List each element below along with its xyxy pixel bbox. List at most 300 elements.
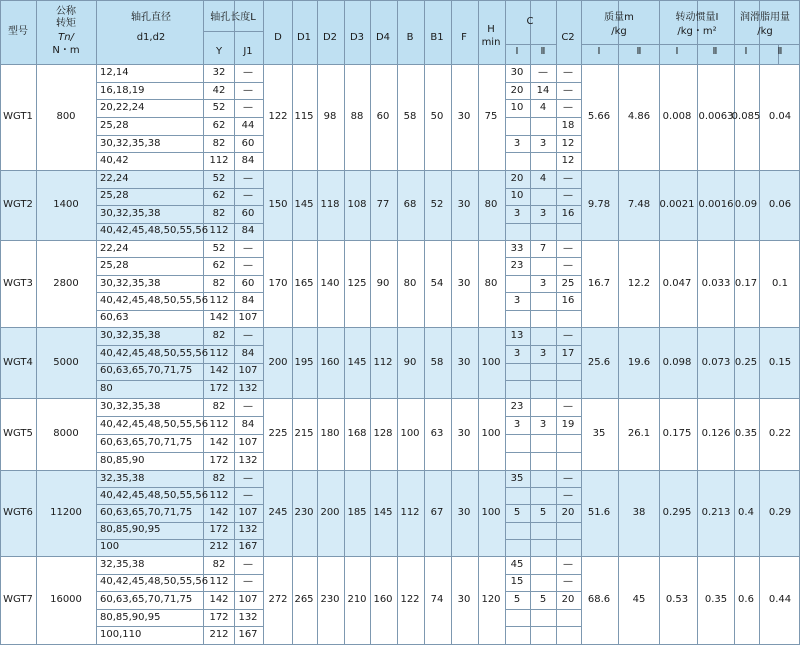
value-inertia-i: 0.047 [662,277,692,289]
value-mass-i: 5.66 [587,111,611,122]
length-y-cell: 82 [212,137,226,149]
col-divider [203,0,204,644]
value-d3: 125 [347,277,367,289]
col-divider [451,0,452,644]
row-divider [96,591,263,592]
length-j-cell: — [243,489,253,501]
group-divider [0,556,800,557]
length-y-cell: 142 [209,507,229,518]
c2-cell: 20 [561,594,575,605]
value-grease-ii: 0.04 [768,111,792,122]
col-inertia-header-2: /kg・m² [677,26,717,37]
value-d1: 230 [294,507,314,518]
value-inertia-ii: 0.033 [701,277,731,289]
value-b1: 67 [430,507,444,518]
length-j-cell: 107 [238,594,258,605]
row-divider [505,539,581,540]
value-d1: 195 [294,356,314,368]
col-inertia-II-header: Ⅱ [712,46,718,57]
col-length-j-header: J1 [243,46,253,57]
c-ii-cell: 3 [539,277,547,289]
length-j-cell: — [243,242,253,254]
row-divider [505,363,581,364]
col-mass-header-2: /kg [611,26,627,37]
c-i-cell: 10 [510,102,524,114]
row-divider [96,223,263,224]
row-divider [96,345,263,346]
value-h: 80 [484,277,498,289]
value-f: 30 [457,356,471,368]
row-divider [96,275,263,276]
group-divider [0,327,800,328]
torque-cell: 1400 [53,199,79,210]
value-h: 100 [481,507,501,518]
value-inertia-ii: 0.073 [701,356,731,368]
col-divider [344,0,345,644]
col-F-header: F [461,32,467,43]
c-i-cell: 23 [510,260,524,272]
col-torque-header-4: N・m [52,45,80,56]
value-inertia-i: 0.008 [662,111,692,122]
row-divider [96,152,263,153]
length-j-cell: — [243,329,253,341]
length-j-cell: 60 [241,277,255,289]
group-divider [0,470,800,471]
col-divider [397,0,398,644]
row-divider [96,487,263,488]
row-divider [96,292,263,293]
col-H-header-2: min [481,37,501,48]
row-divider [505,205,581,206]
row-divider [96,310,263,311]
col-divider [234,0,235,644]
value-grease-i: 0.17 [734,277,758,289]
bore-cell: 60,63,65,70,71,75 [100,594,193,605]
length-y-cell: 82 [212,401,226,412]
length-j-cell: — [243,558,253,570]
c-ii-cell: 3 [539,347,547,359]
value-inertia-ii: 0.213 [701,507,731,518]
c-i-cell: 23 [510,401,524,412]
row-divider [96,135,263,136]
c-i-cell: 35 [510,472,524,484]
row-divider [96,99,263,100]
c-i-cell: 3 [513,294,521,306]
row-divider [505,223,581,224]
col-torque-header-3: Tn/ [58,32,74,43]
value-b1: 54 [430,277,444,289]
row-divider [96,626,263,627]
row-divider [96,609,263,610]
row-divider [505,434,581,435]
bore-cell: 100,110 [100,629,142,641]
value-d: 225 [268,428,288,439]
c2-cell: — [563,576,573,588]
value-b1: 52 [430,199,444,210]
value-mass-i: 35 [592,428,606,439]
row-divider [505,292,581,293]
value-mass-ii: 7.48 [627,199,651,210]
value-grease-i: 0.6 [738,594,754,605]
value-h: 120 [481,594,501,605]
col-inertia-I-header: Ⅰ [675,46,679,57]
value-b: 90 [403,356,417,368]
bore-cell: 30,32,35,38 [100,207,161,219]
c2-cell: 20 [561,507,575,518]
model-cell: WGT2 [3,199,33,210]
value-b: 112 [400,507,420,518]
row-divider [96,452,263,453]
c2-cell: 12 [561,137,575,149]
value-mass-ii: 19.6 [627,356,651,368]
model-cell: WGT6 [3,507,33,518]
value-b: 80 [403,277,417,289]
value-mass-ii: 26.1 [627,428,651,439]
bore-cell: 60,63 [100,312,129,324]
length-y-cell: 172 [209,524,229,536]
row-divider [96,539,263,540]
length-y-cell: 52 [212,172,226,184]
col-divider [618,0,619,644]
value-d4: 128 [373,428,393,439]
length-y-cell: 142 [209,312,229,324]
col-divider [263,0,264,644]
col-D1-header: D1 [296,32,312,43]
bore-cell: 40,42,45,48,50,55,56 [100,225,209,237]
length-j-cell: 167 [238,629,258,641]
value-d2: 118 [320,199,340,210]
value-d: 200 [268,356,288,368]
row-divider [505,452,581,453]
c-i-cell: 45 [510,558,524,570]
row-divider [505,591,581,592]
c-ii-cell: 3 [539,419,547,430]
col-D-header: D [274,32,282,43]
bore-cell: 80,85,90,95 [100,524,161,536]
length-y-cell: 112 [209,225,229,237]
length-y-cell: 172 [209,383,229,395]
bore-cell: 22,24 [100,242,129,254]
length-y-cell: 142 [209,437,229,448]
length-y-cell: 62 [212,260,226,272]
length-y-cell: 172 [209,611,229,623]
group-divider [0,398,800,399]
value-d2: 140 [320,277,340,289]
length-y-cell: 142 [209,365,229,377]
bore-cell: 40,42,45,48,50,55,56 [100,489,209,501]
value-inertia-i: 0.0021 [659,199,695,210]
model-cell: WGT7 [3,594,33,605]
model-cell: WGT4 [3,356,33,368]
length-y-cell: 112 [209,155,229,167]
bore-cell: 30,32,35,38 [100,137,161,149]
length-y-cell: 52 [212,102,226,114]
value-f: 30 [457,428,471,439]
c2-cell: 16 [561,294,575,306]
value-b: 58 [403,111,417,122]
c2-cell: — [563,329,573,341]
bore-cell: 16,18,19 [100,84,145,96]
length-y-cell: 212 [209,541,229,553]
row-divider [96,117,263,118]
length-j-cell: 167 [238,541,258,553]
table-top-border [0,0,800,1]
c2-cell: 19 [561,419,575,430]
length-j-cell: — [243,172,253,184]
length-j-cell: — [243,84,253,96]
c-i-cell: 3 [513,347,521,359]
col-divider [530,0,531,644]
bore-cell: 25,28 [100,190,129,202]
length-j-cell: — [243,401,253,412]
c-ii-cell: 3 [539,207,547,219]
value-mass-i: 25.6 [587,356,611,368]
bore-cell: 20,22,24 [100,102,145,114]
length-y-cell: 82 [212,207,226,219]
length-j-cell: — [243,260,253,272]
bore-cell: 22,24 [100,172,129,184]
row-divider [505,117,581,118]
row-divider [96,434,263,435]
row-divider [505,574,581,575]
c2-cell: — [563,102,573,114]
bore-cell: 25,28 [100,260,129,272]
bore-cell: 25,28 [100,119,129,131]
c-i-cell: 3 [513,137,521,149]
length-j-cell: — [243,102,253,114]
col-mass-header-1: 质量m [604,12,634,23]
value-d1: 215 [294,428,314,439]
col-C-header: C [526,16,534,27]
length-j-cell: — [243,190,253,202]
row-divider [505,522,581,523]
col-B1-header: B1 [430,32,444,43]
value-d2: 160 [320,356,340,368]
value-f: 30 [457,507,471,518]
col-mass-I-header: Ⅰ [597,46,601,57]
c-i-cell: 3 [513,419,521,430]
length-j-cell: — [243,576,253,588]
model-cell: WGT5 [3,428,33,439]
value-inertia-i: 0.53 [665,594,689,605]
length-j-cell: 107 [238,365,258,377]
c-i-cell: 13 [510,329,524,341]
length-y-cell: 172 [209,455,229,466]
value-grease-i: 0.4 [738,507,754,518]
row-divider [96,82,263,83]
length-j-cell: 84 [241,225,255,237]
c-i-cell: 10 [510,190,524,202]
c-ii-cell: 4 [539,102,547,114]
col-divider [581,0,582,644]
length-y-cell: 52 [212,242,226,254]
value-d3: 185 [347,507,367,518]
group-divider [0,644,800,645]
value-mass-ii: 38 [632,507,646,518]
value-d3: 210 [347,594,367,605]
c-i-cell: 33 [510,242,524,254]
col-divider [556,0,557,644]
row-divider [96,522,263,523]
bore-cell: 30,32,35,38 [100,277,161,289]
bore-cell: 30,32,35,38 [100,401,161,412]
col-divider [478,0,479,644]
value-inertia-i: 0.098 [662,356,692,368]
length-j-cell: 84 [241,347,255,359]
col-grease-header-2: /kg [757,26,773,37]
length-y-cell: 82 [212,472,226,484]
c-i-cell: 30 [510,66,524,78]
length-j-cell: 132 [238,611,258,623]
c2-cell: — [563,66,573,78]
value-f: 30 [457,277,471,289]
col-divider [759,0,760,644]
value-b: 68 [403,199,417,210]
value-mass-i: 9.78 [587,199,611,210]
row-divider [505,82,581,83]
c2-cell: 16 [561,207,575,219]
col-D2-header: D2 [322,32,338,43]
length-j-cell: — [243,66,253,78]
value-d3: 145 [347,356,367,368]
value-inertia-ii: 0.0016 [698,199,734,210]
value-mass-i: 51.6 [587,507,611,518]
value-d3: 168 [347,428,367,439]
c-i-cell: 5 [513,594,521,605]
value-d: 150 [268,199,288,210]
value-grease-ii: 0.15 [768,356,792,368]
value-d4: 60 [376,111,390,122]
length-j-cell: — [243,472,253,484]
col-bore-header-2: d1,d2 [136,32,166,43]
col-bore-header-1: 轴孔直径 [131,12,171,23]
length-y-cell: 112 [209,347,229,359]
c-ii-cell: 14 [536,84,550,96]
c2-cell: 17 [561,347,575,359]
value-d4: 77 [376,199,390,210]
length-j-cell: 84 [241,294,255,306]
col-mass-II-header: Ⅱ [636,46,642,57]
col-torque-header-1: 公称 [56,6,76,17]
torque-cell: 8000 [53,428,79,439]
col-grease-II-header: Ⅱ [777,46,783,57]
c-ii-cell: 3 [539,137,547,149]
length-j-cell: 132 [238,455,258,466]
length-y-cell: 112 [209,576,229,588]
col-D3-header: D3 [349,32,365,43]
bore-cell: 80,85,90 [100,455,145,466]
c2-cell: 12 [561,155,575,167]
value-mass-ii: 45 [632,594,646,605]
length-j-cell: 132 [238,524,258,536]
row-divider [505,609,581,610]
col-C-I-header: Ⅰ [515,46,519,57]
c-i-cell: 3 [513,207,521,219]
col-divider [505,0,506,644]
row-divider [505,626,581,627]
c2-cell: — [563,190,573,202]
c-ii-cell: 4 [539,172,547,184]
value-inertia-ii: 0.0063 [698,111,734,122]
col-C2-header: C2 [561,32,575,43]
torque-cell: 2800 [53,277,79,289]
length-y-cell: 112 [209,419,229,430]
length-y-cell: 142 [209,594,229,605]
value-d3: 108 [347,199,367,210]
c2-cell: — [563,260,573,272]
row-divider [505,152,581,153]
c-i-cell: 20 [510,84,524,96]
col-C-II-header: Ⅱ [540,46,546,57]
row-divider [505,416,581,417]
length-j-cell: 44 [241,119,255,131]
row-divider [96,380,263,381]
value-grease-i: 0.085 [731,111,761,122]
bore-cell: 32,35,38 [100,558,145,570]
value-d2: 230 [320,594,340,605]
value-mass-ii: 4.86 [627,111,651,122]
c-ii-cell: 5 [539,507,547,518]
value-d2: 180 [320,428,340,439]
value-d3: 88 [350,111,364,122]
col-divider [370,0,371,644]
c2-cell: — [563,401,573,412]
length-j-cell: 84 [241,155,255,167]
row-divider [96,188,263,189]
value-grease-ii: 0.29 [768,507,792,518]
bore-cell: 60,63,65,70,71,75 [100,365,193,377]
col-divider [697,0,698,644]
row-divider [96,574,263,575]
value-inertia-ii: 0.126 [701,428,731,439]
value-d4: 145 [373,507,393,518]
col-D4-header: D4 [375,32,391,43]
value-d2: 98 [323,111,337,122]
value-d4: 160 [373,594,393,605]
value-d1: 145 [294,199,314,210]
row-divider [505,188,581,189]
bore-cell: 100 [100,541,120,553]
value-inertia-i: 0.295 [662,507,692,518]
col-grease-header-1: 润滑脂用量 [740,12,790,23]
row-divider [505,275,581,276]
row-divider [505,135,581,136]
value-mass-i: 16.7 [587,277,611,289]
value-grease-ii: 0.06 [768,199,792,210]
row-divider [505,310,581,311]
c2-cell: 25 [561,277,575,289]
row-divider [96,416,263,417]
length-y-cell: 112 [209,489,229,501]
value-grease-ii: 0.1 [772,277,788,289]
col-length-y-header: Y [215,46,223,57]
value-b: 122 [400,594,420,605]
c-ii-cell: 5 [539,594,547,605]
row-divider [505,99,581,100]
value-b: 100 [400,428,420,439]
length-y-cell: 82 [212,558,226,570]
row-divider [96,504,263,505]
c2-cell: — [563,558,573,570]
length-y-cell: 82 [212,329,226,341]
row-divider [96,205,263,206]
value-mass-i: 68.6 [587,594,611,605]
length-y-cell: 82 [212,277,226,289]
value-grease-i: 0.35 [734,428,758,439]
c-i-cell: 5 [513,507,521,518]
col-divider [292,0,293,644]
col-divider [36,0,37,644]
